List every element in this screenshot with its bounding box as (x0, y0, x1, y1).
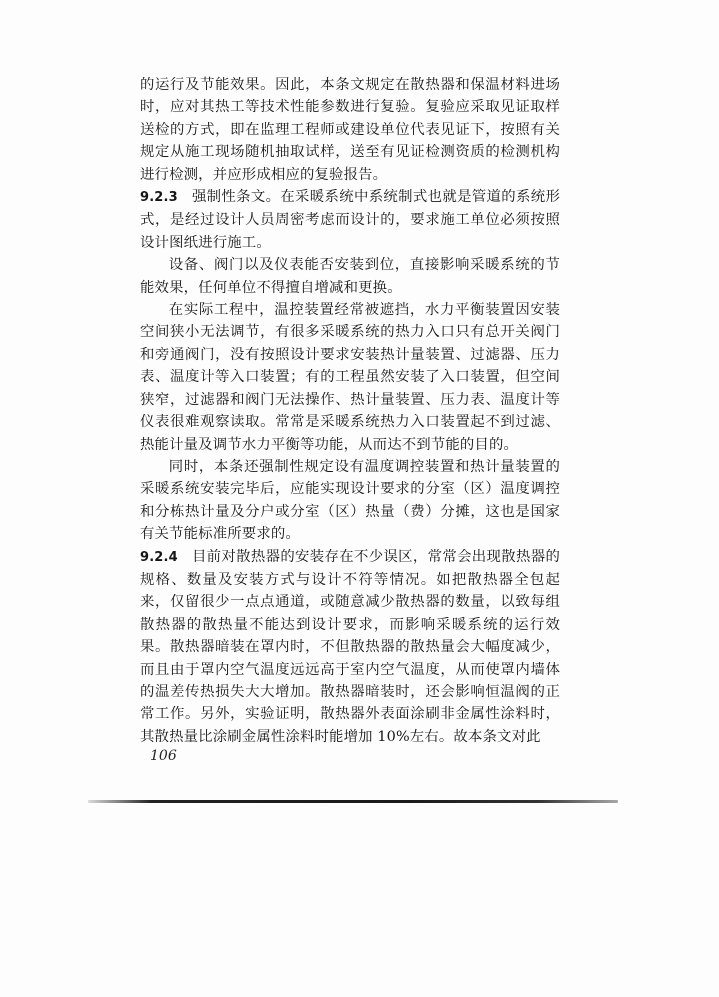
paragraph-text: 强制性条文。在采暖系统中系统制式也就是管道的系统形式，是经过设计人员周密考虑而设计的，要求施工单位必须按照设计图纸进行施工。 (140, 189, 560, 251)
page-number: 106 (150, 748, 177, 764)
paragraph-text: 在实际工程中，温控装置经常被遮挡，水力平衡装置因安装空间狭小无法调节，有很多采暖系统的热力入口只有总开关阀门和旁通阀门，没有按照设计要求安装热计量装置、过滤器、压力表、温度计等入口装置；有的工程虽然安装了入口装置，但空间狭窄，过滤器和阀门无法操作、热计量装置、压力表、温度计等仪表很难观察读取。常常是采暖系统热力入口装置起不到过滤、热能计量及调节水力平衡等功能，从而达不到节能的目的。 (140, 302, 560, 453)
body-text (140, 74, 560, 748)
paragraph (140, 299, 560, 456)
paragraph (140, 254, 560, 299)
paragraph-text: 同时，本条还强制性规定设有温度调控装置和热计量装置的采暖系统安装完毕后，应能实现设计要求的分室（区）温度调控和分栋热计量及分户或分室（区）热量（费）分摊，这也是国家有关节能标准所要求的。 (140, 458, 560, 543)
paragraph-text: 设备、阀门以及仪表能否安装到位，直接影响采暖系统的节能效果，任何单位不得擅自增减和更换。 (140, 257, 560, 296)
paragraph-text: 的运行及节能效果。因此，本条文规定在散热器和保温材料进场时，应对其热工等技术性能参数进行复验。复验应采取见证取样送检的方式，即在监理工程师或建设单位代表见证下，按照有关规定从施工现场随机抽取试样，送至有见证检测资质的检测机构进行检测，并应形成相应的复验报告。 (140, 77, 560, 183)
paragraph (140, 546, 560, 749)
paragraph (140, 74, 560, 186)
section-number: 9.2.3 (140, 190, 178, 206)
bottom-rule (88, 800, 618, 803)
section-number: 9.2.4 (140, 549, 178, 565)
paragraph (140, 186, 560, 254)
paragraph-text: 目前对散热器的安装存在不少误区，常常会出现散热器的规格、数量及安装方式与设计不符等情况。如把散热器全包起来，仅留很少一点点通道，或随意减少散热器的数量，以致每组散热器的散热量不能达到设计要求，而影响采暖系统的运行效果。散热器暗装在罩内时，不但散热器的散热量会大幅度减少，而且由于罩内空气温度远远高于室内空气温度，从而使罩内墙体的温差传热损失大大增加。散热器暗装时，还会影响恒温阀的正常工作。另外，实验证明，散热器外表面涂刷非金属性涂料时，其散热量比涂刷金属性涂料时能增加 10%左右。故本条文对此 (140, 548, 560, 745)
paragraph (140, 456, 560, 546)
